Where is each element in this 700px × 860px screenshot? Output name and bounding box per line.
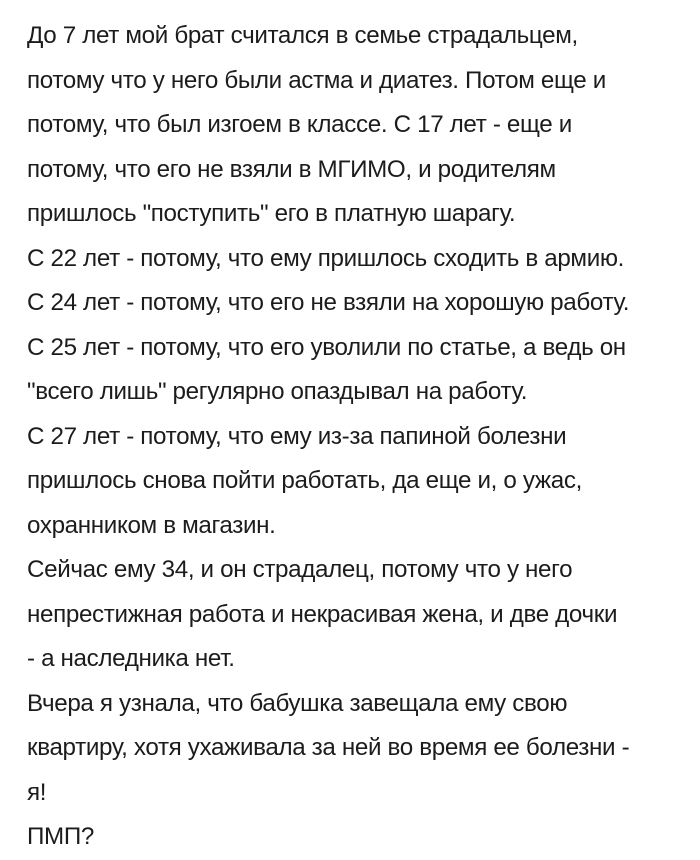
text-line: С 25 лет - потому, что его уволили по статье, а ведь он — [27, 333, 626, 361]
text-line: Вчера я узнала, что бабушка завещала ему свою — [27, 689, 568, 717]
text-line: "всего лишь" регулярно опаздывал на работу. — [27, 378, 528, 405]
text-line: охранником в магазин. — [27, 511, 276, 539]
paragraph-age-25 — [27, 326, 686, 415]
text-line: ПМП? — [27, 823, 94, 850]
text-line: я! — [27, 778, 47, 806]
text-line: С 24 лет - потому, что его не взяли на хорошую работу. — [27, 289, 630, 316]
text-line: Сейчас ему 34, и он страдалец, потому что у него — [27, 556, 573, 583]
text-line: С 27 лет - потому, что ему из-за папиной болезни — [27, 422, 567, 450]
paragraph-childhood — [27, 14, 686, 237]
text-line: - а наследника нет. — [27, 645, 235, 672]
text-line: потому что у него были астма и диатез. Потом еще и — [27, 66, 606, 94]
text-line: пришлось "поступить" его в платную шарагу. — [27, 200, 516, 227]
text-line: потому, что был изгоем в классе. С 17 лет - еще и — [27, 111, 572, 138]
text-line: квартиру, хотя ухаживала за ней во время ее болезни - — [27, 734, 630, 761]
paragraph-age-27 — [27, 415, 686, 549]
text-line: До 7 лет мой брат считался в семье страдальцем, — [27, 22, 578, 49]
text-line: С 22 лет - потому, что ему пришлось сходить в армию. — [27, 244, 625, 272]
paragraph-age-24 — [27, 281, 686, 326]
text-line: потому, что его не взяли в МГИМО, и родителям — [27, 155, 556, 183]
paragraph-age-22 — [27, 237, 686, 282]
text-line: пришлось снова пойти работать, да еще и, о ужас, — [27, 467, 582, 494]
paragraph-closing-question — [27, 815, 686, 860]
paragraph-age-34 — [27, 548, 686, 682]
paragraph-inheritance — [27, 682, 686, 816]
text-line: непрестижная работа и некрасивая жена, и две дочки — [27, 600, 618, 628]
